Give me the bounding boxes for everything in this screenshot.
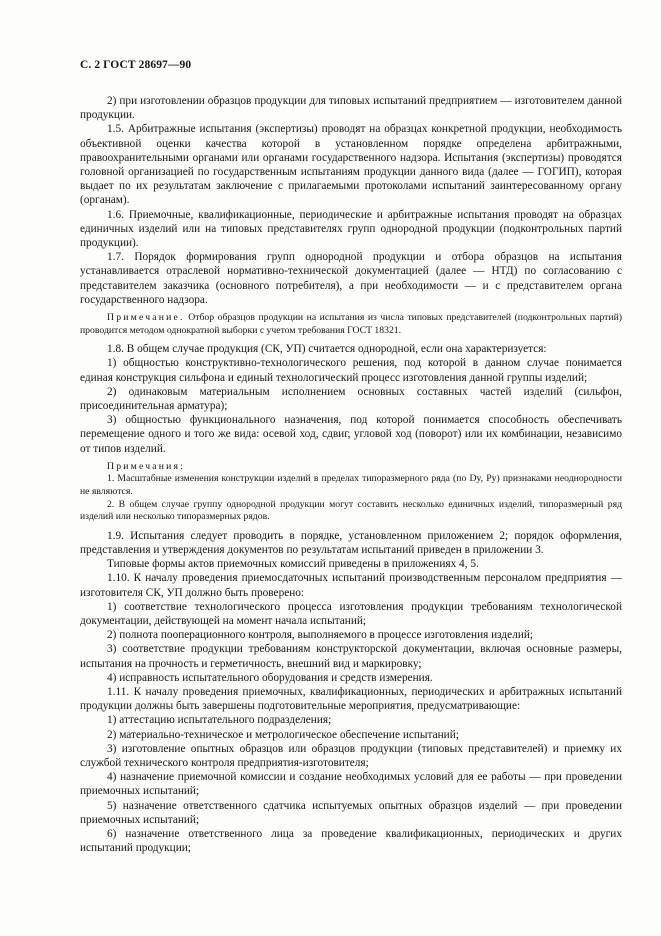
paragraph-1-10-item-2: 2) полнота пооперационного контроля, выполняемого в процессе изготовления изделий;: [107, 629, 534, 642]
note-text: Отбор образцов продукции на испытания из числа типовых представителей (подконтрольных партий) проводится методом однократной выборки с учетом требования ГОСТ 18321.: [80, 312, 622, 336]
note-label: Примечание.: [107, 312, 185, 324]
paragraph-1-11: 1.11. К началу проведения приемочных, квалификационных, периодических и арбитражных испытаний продукции должны быть завершены подготовительные мероприятия, предусматривающие:: [80, 686, 622, 713]
paragraph-1-8-item-1: 1) общностью конструктивно-технологического решения, под которой в данном случае понимается единая конструкция сильфона и единый технологический процесс изготовления данной группы изделий;: [80, 357, 622, 384]
note-block: [80, 312, 622, 337]
paragraph-item-2: 2) при изготовлении образцов продукции для типовых испытаний предприятием — изготовителем данной продукции.: [80, 95, 622, 122]
paragraph-1-7: 1.7. Порядок формирования групп однородной продукции и отбора образцов на испытания устанавливается отраслевой нормативно-технической документацией (далее — НТД) по согласованию с представителем заказчика (основного потребителя), а при необходимости — и с представителем органа государственного надзора.: [80, 251, 622, 306]
paragraph-1-10-item-1: 1) соответствие технологического процесса изготовления продукции требованиям технологической документации, действующей на момент начала испытаний;: [80, 600, 622, 628]
document-body: [80, 94, 622, 856]
note-item-1: 1. Масштабные изменения конструкции изделий в пределах типоразмерного ряда (по Dy, Py) признаками неоднородности не являются.: [80, 473, 622, 498]
notes-heading: [80, 461, 622, 474]
paragraph-appendix-forms: Типовые формы актов приемочных комиссий приведены в приложениях 4, 5.: [107, 558, 479, 571]
paragraph-1-11-item-3: 3) изготовление опытных образцов или образцов продукции (типовых представителей) и приемку их службой технического контроля предприятия-изготовителя;: [80, 742, 622, 770]
paragraph-1-11-item-6: 6) назначение ответственного лица за проведение квалификационных, периодических и других испытаний продукции;: [80, 828, 622, 855]
paragraph-1-8: 1.8. В общем случае продукция (СК, УП) считается однородной, если она характеризуется:: [107, 343, 547, 356]
paragraph-1-5: 1.5. Арбитражные испытания (экспертизы) проводят на образцах конкретной продукции, необходимость объективной оценки качества которой в установленном порядке определена арбитражными, правоохранительными органами или органами государственного надзора. Испытания (экспертизы) проводятся головной организацией по государственным испытаниям продукции данного вида (далее — ГОГИП), которая выдает по их результатам заключение с прилагаемыми протоколами испытаний заинтересованному органу (органам).: [80, 123, 622, 207]
paragraph-1-10-item-4: 4) исправность испытательного оборудования и средств измерения.: [107, 671, 433, 684]
note-item-2: 2. В общем случае группу однородной продукции могут составить несколько единичных изделий, типоразмерный ряд изделий или несколько типоразмерных рядов.: [80, 498, 622, 523]
paragraph-1-9: 1.9. Испытания следует проводить в порядке, установленном приложением 2; порядок оформления, представления и утверждения документов по результатам испытаний приведен в приложении 3.: [80, 529, 622, 557]
paragraph-1-8-item-2: 2) одинаковым материальным исполнением основных составных частей изделий (сильфон, присоединительная арматура);: [80, 385, 622, 413]
paragraph-1-8-item-3: 3) общностью функционального назначения, под которой понимается способность обеспечивать перемещение одного и того же вида: осевой ход, сдвиг, угловой ход (поворот) или их комбинации, независимо от типов изделий.: [80, 414, 622, 455]
paragraph-1-10: 1.10. К началу проведения приемосдаточных испытаний производственным персоналом предприятия — изготовителя СК, УП должно быть проверено:: [80, 572, 622, 599]
notes-label: Примечания:: [107, 460, 186, 472]
paragraph-1-11-item-2: 2) материально-техническое и метрологическое обеспечение испытаний;: [107, 728, 459, 741]
page-header: С. 2 ГОСТ 28697—90: [80, 59, 192, 71]
paragraph-1-11-item-5: 5) назначение ответственного сдатчика испытуемых опытных образцов изделий — при проведении приемочных испытаний;: [80, 799, 622, 826]
paragraph-1-11-item-4: 4) назначение приемочной комиссии и создание необходимых условий для ее работы — при проведении приемочных испытаний;: [80, 771, 622, 798]
paragraph-1-6: 1.6. Приемочные, квалификационные, периодические и арбитражные испытания проводят на образцах единичных изделий или на типовых представителях групп однородной продукции (подконтрольных партий продукции).: [80, 208, 622, 250]
paragraph-1-10-item-3: 3) соответствие продукции требованиям конструкторской документации, включая основные размеры, испытания на прочность и герметичность, внешний вид и маркировку;: [80, 643, 622, 670]
paragraph-1-11-item-1: 1) аттестацию испытательного подразделения;: [107, 714, 332, 727]
